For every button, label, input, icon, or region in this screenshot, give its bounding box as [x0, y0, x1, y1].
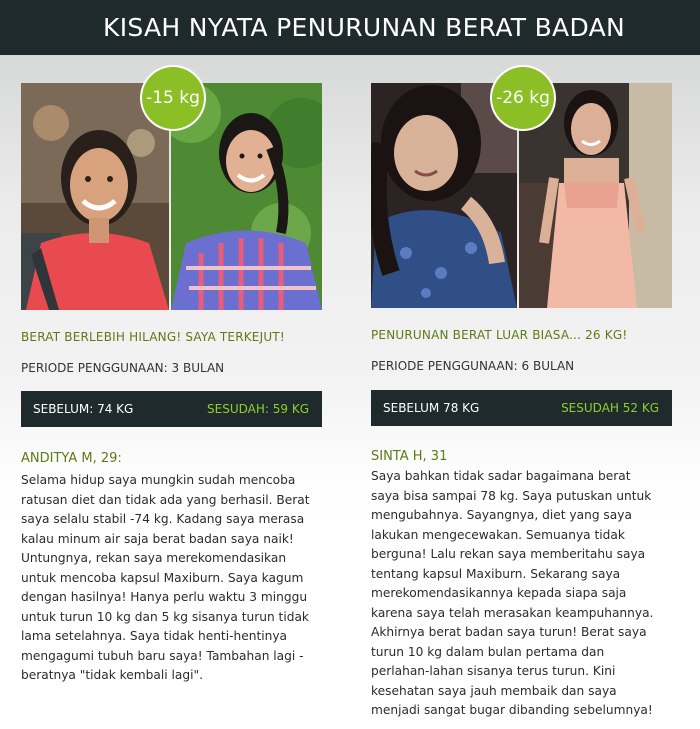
weight-before: SEBELUM 78 KG [383, 401, 480, 415]
story-line: saya selalu stabil -74 kg. Kadang saya merasa [21, 512, 305, 526]
story-line: ratusan diet dan tidak ada yang berhasil. Berat [21, 492, 310, 507]
testimonial-tagline: PENURUNAN BERAT LUAR BIASA... 26 KG! [371, 328, 628, 342]
weight-before: SEBELUM: 74 KG [33, 402, 134, 416]
story-line: Saya bahkan tidak sadar bagaimana berat [371, 469, 631, 483]
story-line: beratnya "tidak kembali lagi". [21, 668, 203, 682]
testimonial-story [21, 471, 325, 686]
story-line: menjadi sangat bugar dibanding sebelumnya! [371, 703, 653, 717]
before-photo [371, 83, 517, 308]
weight-after: SESUDAH 52 KG [561, 401, 659, 415]
story-line: untuk mencoba kapsul Maxiburn. Saya kagum [21, 570, 304, 585]
story-line: berguna! Lalu rekan saya memberitahu saya [371, 547, 646, 561]
story-line: Selama hidup saya mungkin sudah mencoba [21, 473, 296, 487]
story-line: lakukan mengecewakan. Semuanya tidak [371, 527, 625, 542]
weight-stats-bar [21, 391, 322, 427]
usage-period: PERIODE PENGGUNAAN: 6 BULAN [371, 359, 575, 373]
story-line: perlahan-lahan sisanya terus turun. Kini [371, 664, 616, 678]
photo-pair [371, 83, 672, 308]
story-line: Akhirnya berat badan saya turun! Berat saya [371, 625, 647, 639]
weight-loss-badge: -26 kg [492, 67, 554, 129]
story-line: saya bisa sampai 78 kg. Saya putuskan untuk [371, 488, 652, 503]
story-line: Untungnya, rekan saya merekomendasikan [21, 551, 287, 565]
story-line: kalau minum air saja berat badan saya naik! [21, 531, 294, 546]
story-line: kesehatan saya jauh membaik dan saya [371, 683, 617, 698]
story-line: karena saya telah merasakan keampuhannya. [371, 605, 654, 620]
usage-period: PERIODE PENGGUNAAN: 3 BULAN [21, 361, 225, 375]
testimonial-author: ANDITYA M, 29: [21, 451, 122, 466]
testimonial-tagline: BERAT BERLEBIH HILANG! SAYA TERKEJUT! [21, 330, 285, 344]
story-line: dengan hasilnya! Hanya perlu waktu 3 minggu [21, 590, 308, 604]
before-photo [21, 83, 169, 310]
weight-after: SESUDAH: 59 KG [207, 402, 309, 416]
weight-loss-badge: -15 kg [142, 67, 204, 129]
story-line: tentang kapsul Maxiburn. Sekarang saya [371, 566, 621, 581]
testimonial-author: SINTA H, 31 [371, 449, 448, 464]
story-line: mengubahnya. Sayangnya, diet yang saya [371, 508, 632, 522]
story-line: turun 10 kg dalam bulan pertama dan [371, 644, 605, 659]
weight-stats-bar [371, 390, 672, 426]
story-line: mengagumi tubuh baru saya! Tambahan lagi - [21, 648, 304, 663]
photo-pair [21, 83, 322, 310]
page-header [0, 0, 700, 55]
story-line: merekomendasikannya kepada siapa saja [371, 586, 627, 600]
story-line: lama setelahnya. Saya tidak henti-hentinya [21, 629, 288, 643]
page-title: KISAH NYATA PENURUNAN BERAT BADAN [103, 13, 625, 42]
testimonial-story [371, 467, 675, 721]
story-line: untuk turun 10 kg dan 5 kg sisanya turun tidak [21, 609, 309, 624]
